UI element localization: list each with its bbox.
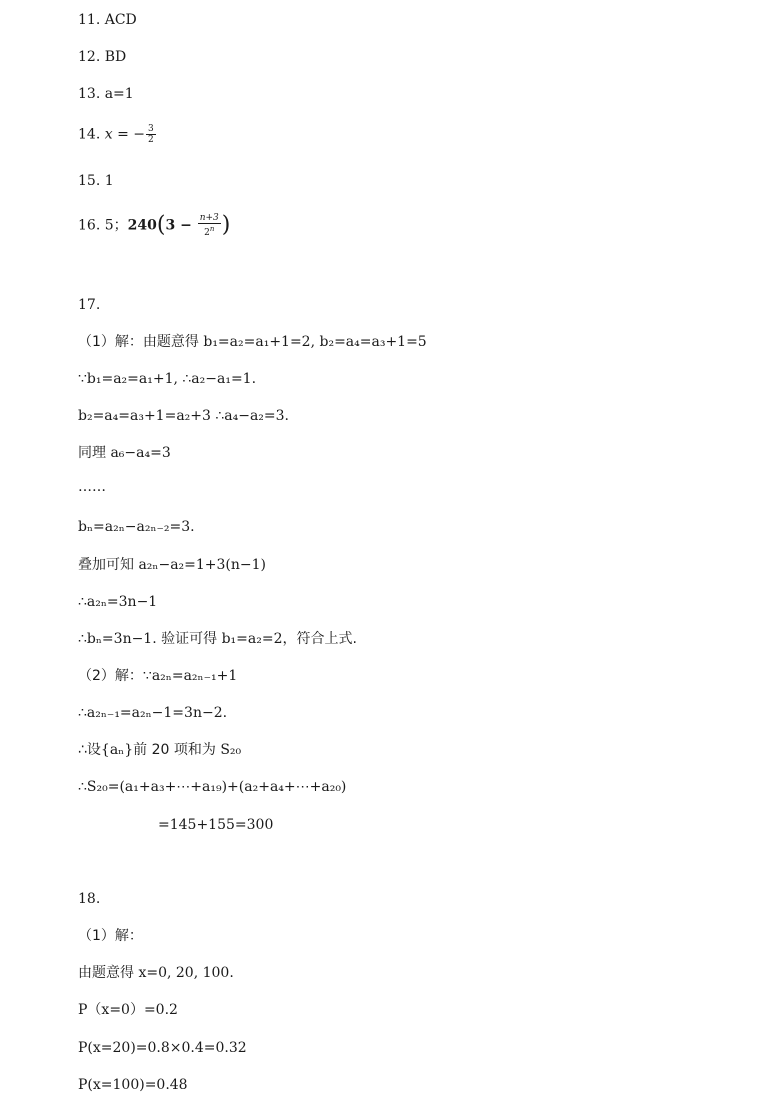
q17-line7-cn: 叠加可知 [78, 557, 139, 573]
answer-14 [78, 124, 157, 145]
q17-line8: ∴a₂ₙ=3n−1 [78, 594, 158, 610]
q17-part2 [78, 667, 237, 685]
q17-line12-c: 前 20 项和为 [133, 742, 221, 758]
q18-part1-head: （1）解： [78, 928, 143, 944]
q17-line4 [78, 444, 171, 462]
answer-14-prefix: 14. [78, 126, 105, 143]
answer-13: 13. a=1 [78, 86, 134, 102]
q17-line9-b: b₁=a₂=2， [221, 631, 297, 647]
q17-part1-eq: b₁=a₂=a₁+1=2, b₂=a₄=a₃+1=5 [203, 334, 427, 350]
q17-line4-cn: 同理 [78, 445, 111, 461]
q18-line2-cn: 由题意得 [78, 965, 139, 981]
q17-line2: ∵b₁=a₂=a₁+1, ∴a₂−a₁=1. [78, 371, 257, 387]
q17-part1 [78, 333, 427, 351]
answer-16-prefix: 16. 5； [78, 217, 128, 234]
answer-16-open-paren: ( [156, 212, 166, 238]
q17-line9-a: ∴bₙ=3n−1. [78, 631, 162, 647]
answer-16-coef: 240 [127, 217, 157, 234]
q17-line14: =145+155=300 [158, 817, 274, 833]
q17-line9 [78, 630, 357, 648]
q17-ellipsis: …… [78, 479, 106, 495]
q17-part1-head: （1）解：由题意得 [78, 334, 204, 350]
q17-line12 [78, 741, 241, 759]
q17-line7-eq: a₂ₙ−a₂=1+3(n−1) [138, 557, 267, 573]
answer-16 [78, 213, 230, 238]
answer-14-eq: = − [112, 126, 145, 143]
q18-title: 18. [78, 891, 101, 907]
answer-14-fraction [146, 124, 156, 145]
q17-line9-cn: 验证可得 [161, 631, 222, 647]
answer-16-three: 3 − [165, 217, 197, 234]
answer-16-fraction [198, 213, 221, 238]
q18-line4: P(x=20)=0.8×0.4=0.32 [78, 1040, 247, 1056]
q18-line2-eq: x=0, 20, 100. [138, 965, 234, 981]
q17-line7 [78, 556, 266, 574]
q17-line11: ∴a₂ₙ₋₁=a₂ₙ−1=3n−2. [78, 705, 228, 721]
fraction-denominator [198, 224, 221, 238]
answer-16-close-paren: ) [221, 212, 231, 238]
q17-line3: b₂=a₄=a₃+1=a₂+3 ∴a₄−a₂=3. [78, 408, 290, 424]
q17-line4-eq: a₆−a₄=3 [110, 445, 171, 461]
fraction-den-base: 2 [204, 228, 210, 238]
q17-line9-cn2: 符合上式. [296, 631, 357, 647]
q18-line3: P（x=0）=0.2 [78, 1002, 178, 1018]
q17-line13: ∴S₂₀=(a₁+a₃+⋯+a₁₉)+(a₂+a₄+⋯+a₂₀) [78, 779, 347, 795]
q17-line6: bₙ=a₂ₙ−a₂ₙ₋₂=3. [78, 519, 195, 535]
q17-line12-a: ∴设 [78, 742, 101, 758]
q17-part2-eq: ∵a₂ₙ=a₂ₙ₋₁+1 [142, 668, 238, 684]
answer-12: 12. BD [78, 49, 127, 65]
fraction-den-exp: n [209, 225, 215, 233]
q17-title: 17. [78, 297, 101, 313]
q17-line12-b: {aₙ} [100, 742, 134, 758]
q17-part2-head: （2）解： [78, 668, 143, 684]
answer-15: 15. 1 [78, 173, 114, 189]
fraction-numerator: n+3 [199, 213, 219, 223]
q18-line2 [78, 964, 234, 982]
answer-11: 11. ACD [78, 12, 137, 28]
q17-line12-d: S₂₀ [220, 742, 242, 758]
fraction-numerator: 3 [148, 124, 154, 134]
fraction-denominator: 2 [148, 135, 154, 145]
answer-14-var: x [104, 126, 113, 143]
q18-part1 [78, 927, 143, 945]
q18-line5: P(x=100)=0.48 [78, 1077, 188, 1093]
